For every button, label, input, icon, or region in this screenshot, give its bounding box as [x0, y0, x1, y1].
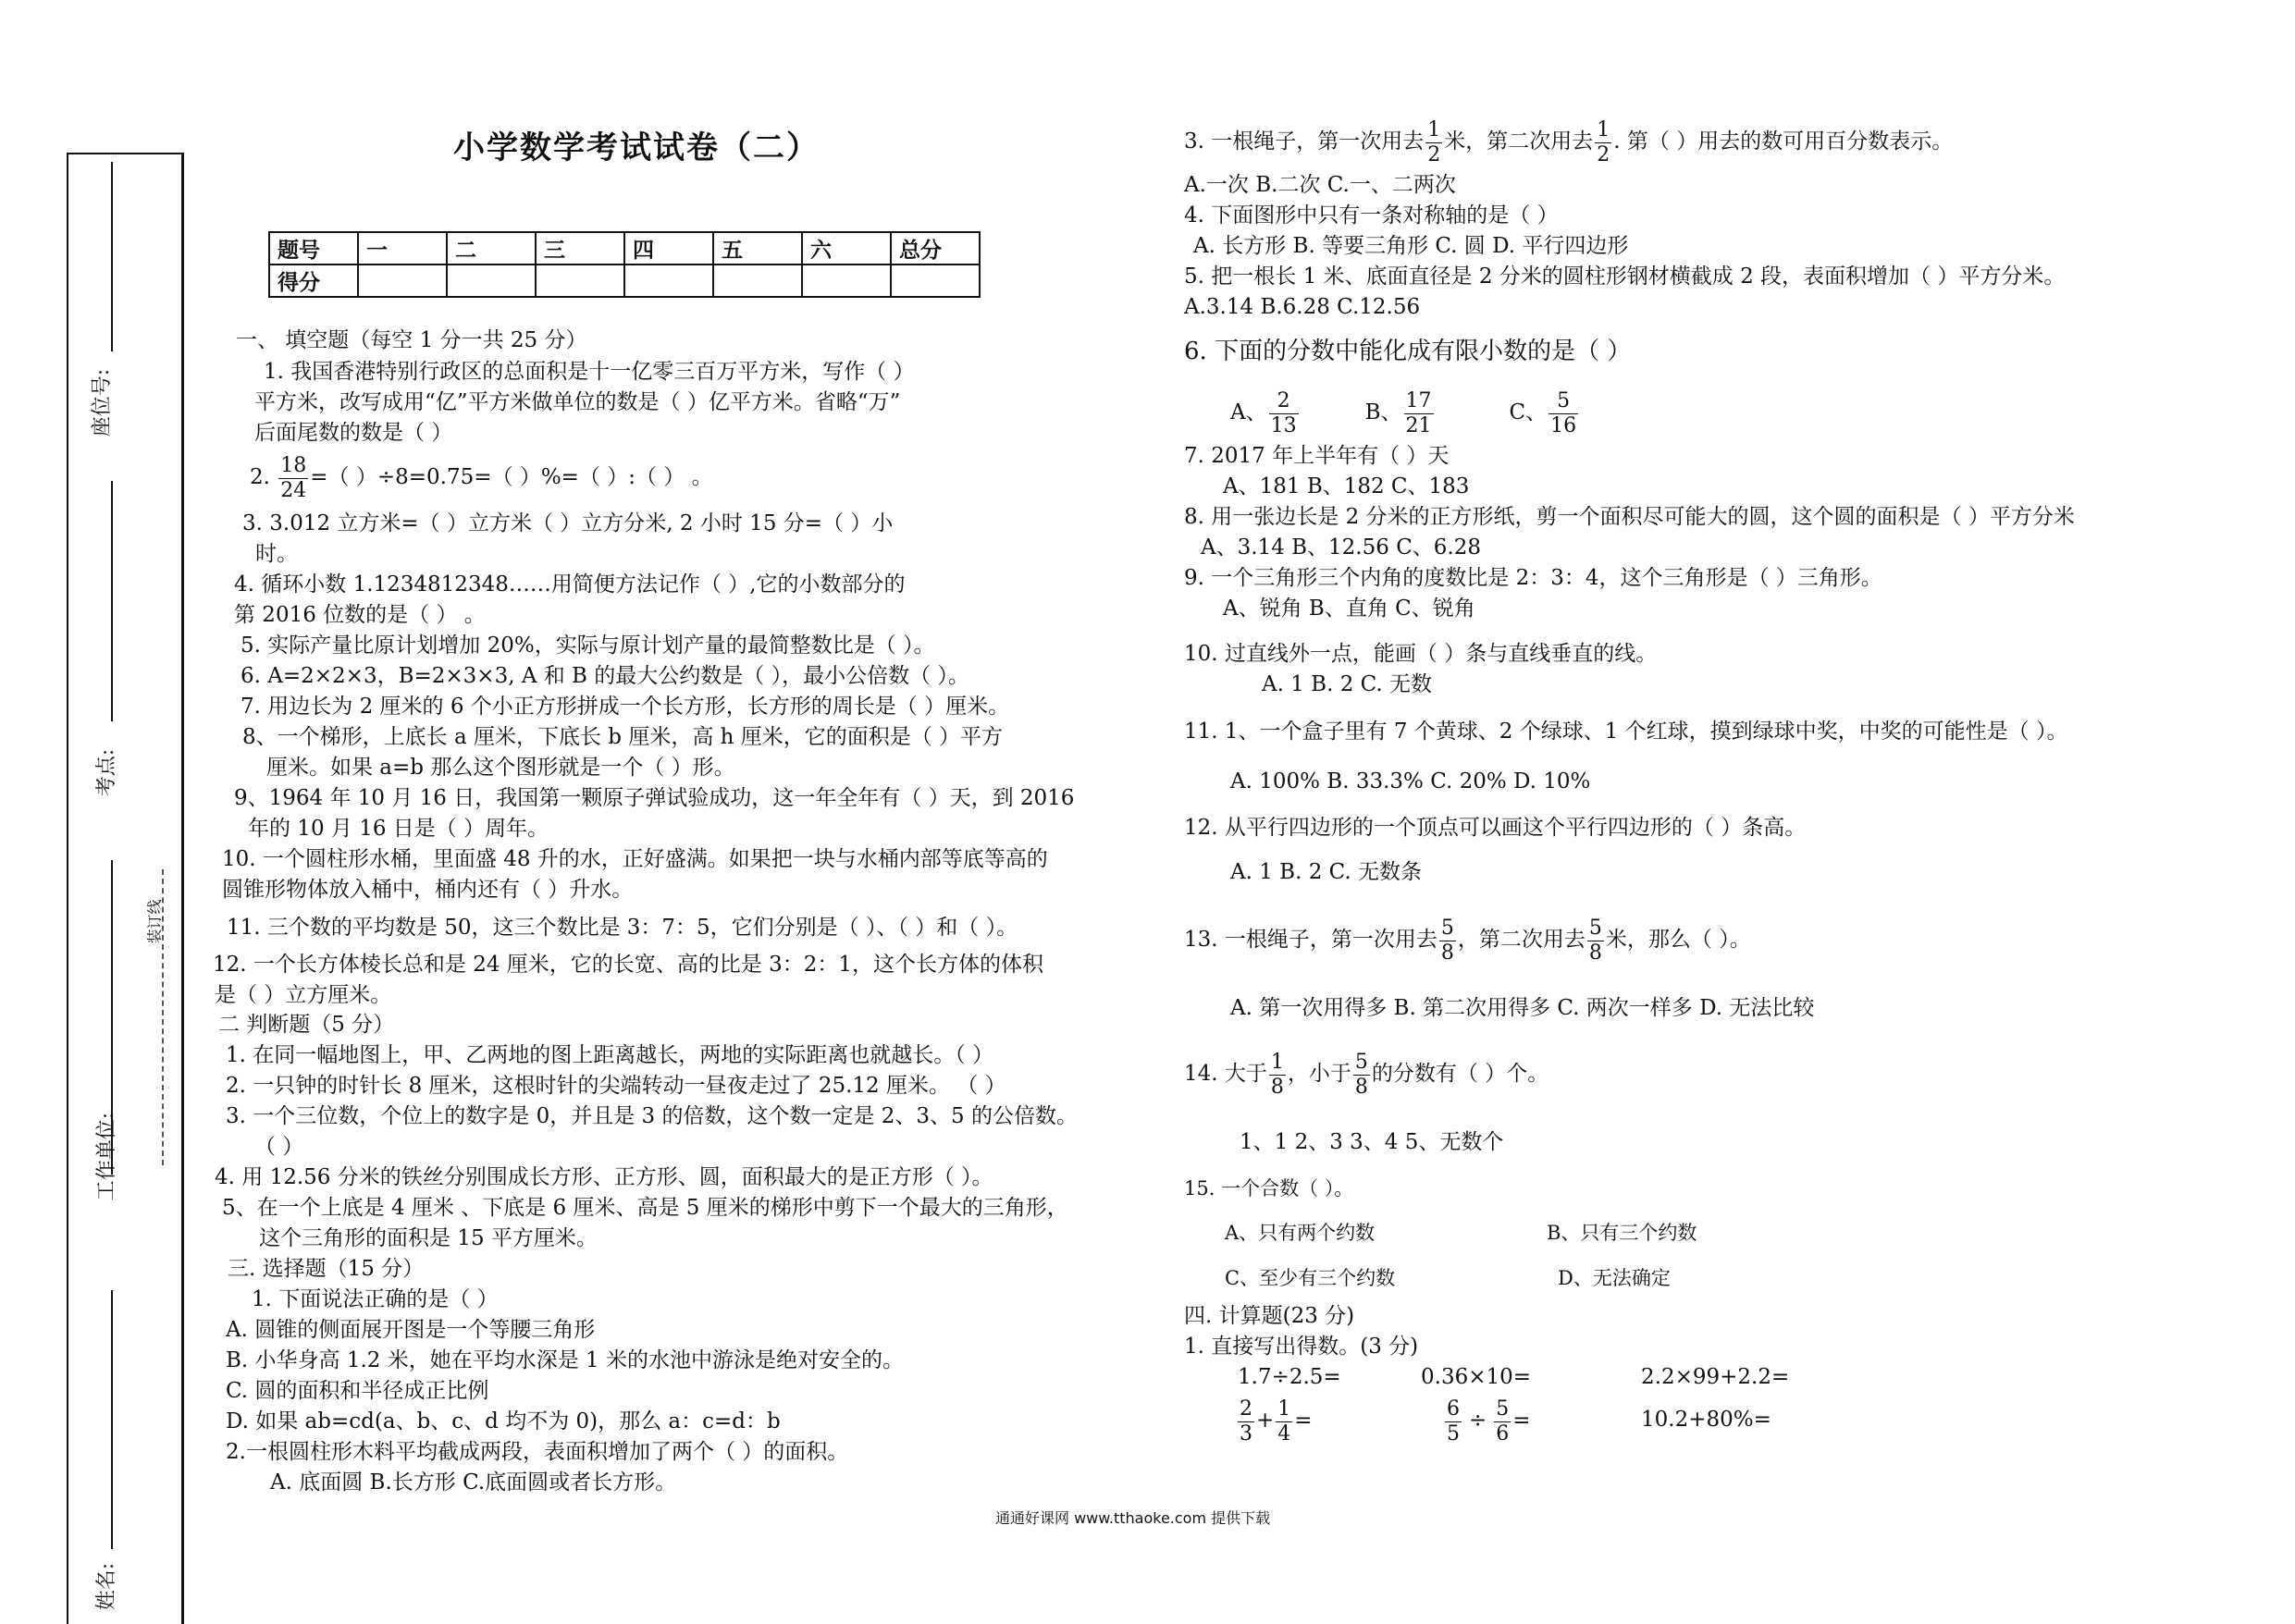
score-cell[interactable] [713, 265, 802, 297]
calc-1-expr-b: 0.36×10= [1421, 1365, 1532, 1389]
fraction-5-8: $\frac{5}{8}$ [1354, 1050, 1368, 1099]
calc-1: 1. 直接写出得数。(3 分) [1184, 1335, 1419, 1359]
right-question-14-text-a: 14. 大于 [1184, 1062, 1267, 1086]
name-line [111, 1290, 113, 1549]
score-header-cell: 三 [536, 232, 624, 265]
right-question-14-options: 1、1 2、3 3、4 5、无数个 [1240, 1130, 1504, 1154]
equals-sign: = [1512, 1409, 1531, 1433]
right-question-15-option-d: D、无法确定 [1558, 1267, 1671, 1289]
choice-1: 1. 下面说法正确的是（ ） [252, 1287, 499, 1311]
score-cell[interactable] [536, 265, 624, 297]
choice-2-options: A. 底面圆 B.长方形 C.底面圆或者长方形。 [270, 1470, 677, 1495]
right-question-10-options: A. 1 B. 2 C. 无数 [1262, 672, 1433, 696]
fraction-5-8: $\frac{5}{8}$ [1440, 916, 1454, 965]
work-unit-label: 工作单位: [95, 1112, 119, 1201]
score-header-cell: 题号 [269, 232, 358, 265]
fraction-5-8: $\frac{5}{8}$ [1588, 916, 1602, 965]
right-question-6: 6. 下面的分数中能化成有限小数的是（ ） [1184, 338, 1632, 365]
seal-line-label: 装订线 [145, 899, 164, 944]
binding-margin [67, 153, 184, 1624]
fraction-6-5: $\frac{6}{5}$ [1447, 1396, 1460, 1446]
score-table-score-row [269, 265, 980, 297]
fraction-1-2: $\frac{1}{2}$ [1427, 117, 1441, 166]
seat-label: 座位号: [91, 368, 115, 437]
question-4-line-1: 4. 循环小数 1.1234812348……用简便方法记作（ ）,它的小数部分的 [234, 572, 906, 597]
question-1-line-2: 平方米，改写成用“亿”平方米做单位的数是（ ）亿平方米。省略“万” [254, 390, 901, 414]
choice-1-option-a: A. 圆锥的侧面展开图是一个等腰三角形 [226, 1318, 596, 1342]
right-question-6-options [1230, 387, 1580, 438]
right-question-7: 7. 2017 年上半年有（ ）天 [1184, 444, 1450, 468]
right-question-8-options: A、3.14 B、12.56 C、6.28 [1201, 535, 1481, 560]
right-question-3-text-c: . 第（ ）用去的数可用百分数表示。 [1613, 129, 1954, 154]
right-question-9: 9. 一个三角形三个内角的度数比是 2：3：4，这个三角形是（ ）三角形。 [1184, 566, 1882, 590]
right-question-13-text-c: 米，那么（ ）。 [1605, 928, 1751, 952]
calc-1-expr-f: 10.2+80%= [1641, 1408, 1771, 1432]
judge-3-line-2: （ ） [254, 1135, 304, 1159]
right-question-3 [1184, 116, 1953, 167]
right-question-7-options: A、181 B、182 C、183 [1223, 474, 1470, 498]
fraction-17-21: $\frac{17}{21}$ [1405, 388, 1432, 437]
seat-line-2 [111, 481, 113, 721]
calc-1-expr-a: 1.7÷2.5= [1238, 1365, 1341, 1389]
question-2 [250, 451, 713, 503]
score-header-cell: 六 [802, 232, 891, 265]
score-header-cell: 四 [624, 232, 713, 265]
right-question-4-options: A. 长方形 B. 等要三角形 C. 圆 D. 平行四边形 [1193, 234, 1629, 258]
score-row-label: 得分 [269, 265, 358, 297]
work-unit-line [111, 1064, 113, 1175]
right-question-3-text-a: 3. 一根绳子，第一次用去 [1184, 129, 1425, 154]
right-question-13-text-a: 13. 一根绳子，第一次用去 [1184, 928, 1437, 952]
question-8-line-1: 8、一个梯形，上底长 a 厘米，下底长 b 厘米，高 h 厘米，它的面积是（ ）平方 [242, 725, 1004, 749]
score-cell[interactable] [802, 265, 891, 297]
exam-site-label: 考点: [95, 748, 119, 797]
right-question-5: 5. 把一根长 1 米、底面直径是 2 分米的圆柱形钢材横截成 2 段，表面积增加（ ）平方分米。 [1184, 265, 2066, 289]
calc-1-expr-c: 2.2×99+2.2= [1641, 1365, 1790, 1389]
question-11: 11. 三个数的平均数是 50，这三个数比是 3：7：5，它们分别是（ ）、（ ）和（ ）。 [227, 916, 1018, 940]
fraction-1-8: $\frac{1}{8}$ [1270, 1050, 1284, 1099]
right-question-11: 11. 1、一个盒子里有 7 个黄球、2 个绿球、1 个红球，摸到绿球中奖，中奖的可能性是（ ）。 [1184, 720, 2068, 744]
fraction-1-4: $\frac{1}{4}$ [1277, 1396, 1291, 1446]
right-question-15-option-a: A、只有两个约数 [1225, 1222, 1376, 1244]
question-1-line-1: 1. 我国香港特别行政区的总面积是十一亿零三百万平方米，写作（ ） [264, 360, 915, 384]
section-judge-heading: 二 判断题（5 分） [218, 1013, 395, 1037]
right-question-15-option-b: B、只有三个约数 [1547, 1222, 1697, 1244]
right-question-3-text-b: 米，第二次用去 [1444, 129, 1594, 154]
score-header-cell: 一 [358, 232, 447, 265]
choice-1-option-c: C. 圆的面积和半径成正比例 [226, 1379, 489, 1403]
judge-2: 2. 一只钟的时针长 8 厘米，这根时针的尖端转动一昼夜走过了 25.12 厘米。 （ ） [226, 1074, 1006, 1098]
seat-line [111, 162, 113, 351]
right-question-12: 12. 从平行四边形的一个顶点可以画这个平行四边形的（ ）条高。 [1184, 816, 1807, 840]
section-calc-heading: 四. 计算题(23 分) [1184, 1304, 1355, 1328]
score-header-cell: 总分 [891, 232, 980, 265]
right-question-8: 8. 用一张边长是 2 分米的正方形纸，剪一个面积尽可能大的圆，这个圆的面积是（ ）平方分米 [1184, 505, 2075, 529]
score-cell[interactable] [358, 265, 447, 297]
fraction-5-6: $\frac{5}{6}$ [1496, 1396, 1510, 1446]
right-question-9-options: A、锐角 B、直角 C、锐角 [1223, 597, 1475, 621]
right-question-4: 4. 下面图形中只有一条对称轴的是（ ） [1184, 203, 1559, 228]
question-6: 6. A=2×2×3，B=2×3×3, A 和 B 的最大公约数是（ ），最小公倍数（ ）。 [241, 664, 969, 688]
question-7: 7. 用边长为 2 厘米的 6 个小正方形拼成一个长方形，长方形的周长是（ ）厘米。 [241, 695, 1010, 719]
question-5: 5. 实际产量比原计划增加 20%，实际与原计划产量的最简整数比是（ ）。 [241, 634, 935, 658]
question-1-line-3: 后面尾数的数是（ ） [254, 421, 453, 445]
choice-2: 2.一根圆柱形木料平均截成两段，表面积增加了两个（ ）的面积。 [226, 1440, 849, 1464]
name-label: 姓名: [95, 1562, 119, 1611]
fraction-1-2: $\frac{1}{2}$ [1597, 117, 1610, 166]
page-title: 小学数学考试试卷（二） [453, 129, 820, 166]
question-2-text: =（ ）÷8=0.75=（ ）%=（ ）:（ ） 。 [310, 465, 713, 489]
right-question-13 [1184, 914, 1751, 966]
right-question-11-options: A. 100% B. 33.3% C. 20% D. 10% [1230, 769, 1591, 794]
question-9-line-2: 年的 10 月 16 日是（ ）周年。 [248, 817, 549, 841]
fraction-18-24: $\frac{18}{24}$ [280, 453, 307, 502]
question-4-line-2: 第 2016 位数的是（ ） 。 [234, 603, 486, 627]
right-question-12-options: A. 1 B. 2 C. 无数条 [1230, 860, 1423, 884]
score-header-cell: 五 [713, 232, 802, 265]
question-2-number: 2. [250, 465, 270, 489]
choice-1-option-d: D. 如果 ab=cd(a、b、c、d 均不为 0)，那么 a：c=d：b [226, 1409, 781, 1433]
fraction-2-13: $\frac{2}{13}$ [1270, 388, 1297, 437]
question-10-line-2: 圆锥形物体放入桶中，桶内还有（ ）升水。 [222, 878, 634, 902]
exam-site-line [111, 860, 113, 1091]
footer-source: 通通好课网 www.tthaoke.com 提供下载 [995, 1509, 1271, 1527]
question-3-line-2: 时。 [255, 542, 298, 566]
calc-1-expr-e [1443, 1395, 1531, 1446]
equals-sign: = [1294, 1409, 1313, 1433]
seal-dashed-line [162, 869, 164, 1165]
right-question-5-options: A.3.14 B.6.28 C.12.56 [1184, 295, 1421, 319]
plus-sign: + [1256, 1409, 1275, 1433]
option-a-label: A、 [1230, 400, 1267, 424]
calc-1-expr-d [1236, 1395, 1313, 1446]
right-question-14 [1184, 1048, 1549, 1100]
section-choice-heading: 三. 选择题（15 分） [228, 1257, 425, 1281]
score-header-cell: 二 [447, 232, 536, 265]
judge-4: 4. 用 12.56 分米的铁丝分别围成长方形、正方形、圆，面积最大的是正方形（ ）。 [215, 1165, 993, 1189]
fraction-2-3: $\frac{2}{3}$ [1240, 1396, 1252, 1446]
score-table-header-row [269, 232, 980, 265]
judge-3-line-1: 3. 一个三位数，个位上的数字是 0，并且是 3 的倍数，这个数一定是 2、3、5 的公倍数。 [226, 1104, 1078, 1128]
score-cell[interactable] [447, 265, 536, 297]
section-fill-heading: 一、 填空题（每空 1 分一共 25 分） [236, 328, 587, 352]
score-table [268, 231, 981, 298]
right-question-15-option-c: C、至少有三个约数 [1225, 1267, 1396, 1289]
question-10-line-1: 10. 一个圆柱形水桶，里面盛 48 升的水，正好盛满。如果把一块与水桶内部等底等高的 [222, 847, 1048, 871]
right-question-14-text-c: 的分数有（ ）个。 [1371, 1062, 1549, 1086]
right-question-13-text-b: ，第二次用去 [1457, 928, 1586, 952]
divide-sign: ÷ [1469, 1409, 1487, 1433]
question-8-line-2: 厘米。如果 a=b 那么这个图形就是一个（ ）形。 [266, 756, 735, 780]
fraction-5-16: $\frac{5}{16}$ [1550, 388, 1577, 437]
judge-5-line-1: 5、在一个上底是 4 厘米 、下底是 6 厘米、高是 5 厘米的梯形中剪下一个最大的三角形， [222, 1196, 1068, 1220]
right-question-15: 15. 一个合数（ ）。 [1184, 1177, 1354, 1200]
question-12-line-1: 12. 一个长方体棱长总和是 24 厘米，它的长宽、高的比是 3：2：1，这个长方体的体积 [213, 953, 1043, 977]
option-b-label: B、 [1364, 400, 1402, 424]
choice-1-option-b: B. 小华身高 1.2 米，她在平均水深是 1 米的水池中游泳是绝对安全的。 [226, 1348, 904, 1372]
right-question-10: 10. 过直线外一点，能画（ ）条与直线垂直的线。 [1184, 642, 1658, 666]
option-c-label: C、 [1509, 400, 1548, 424]
judge-5-line-2: 这个三角形的面积是 15 平方厘米。 [259, 1226, 598, 1250]
question-12-line-2: 是（ ）立方厘米。 [215, 983, 392, 1007]
score-cell[interactable] [891, 265, 980, 297]
question-9-line-1: 9、1964 年 10 月 16 日，我国第一颗原子弹试验成功，这一年全年有（ ）天，到 2016 [234, 786, 1075, 810]
right-question-13-options: A. 第一次用得多 B. 第二次用得多 C. 两次一样多 D. 无法比较 [1230, 996, 1815, 1020]
question-3-line-1: 3. 3.012 立方米=（ ）立方米（ ）立方分米, 2 小时 15 分=（ ）小 [242, 511, 894, 535]
score-cell[interactable] [624, 265, 713, 297]
judge-1: 1. 在同一幅地图上，甲、乙两地的图上距离越长，两地的实际距离也就越长。（ ） [226, 1043, 994, 1067]
right-question-14-text-b: ，小于 [1287, 1062, 1351, 1086]
right-question-3-options: A.一次 B.二次 C.一、二两次 [1184, 173, 1456, 197]
